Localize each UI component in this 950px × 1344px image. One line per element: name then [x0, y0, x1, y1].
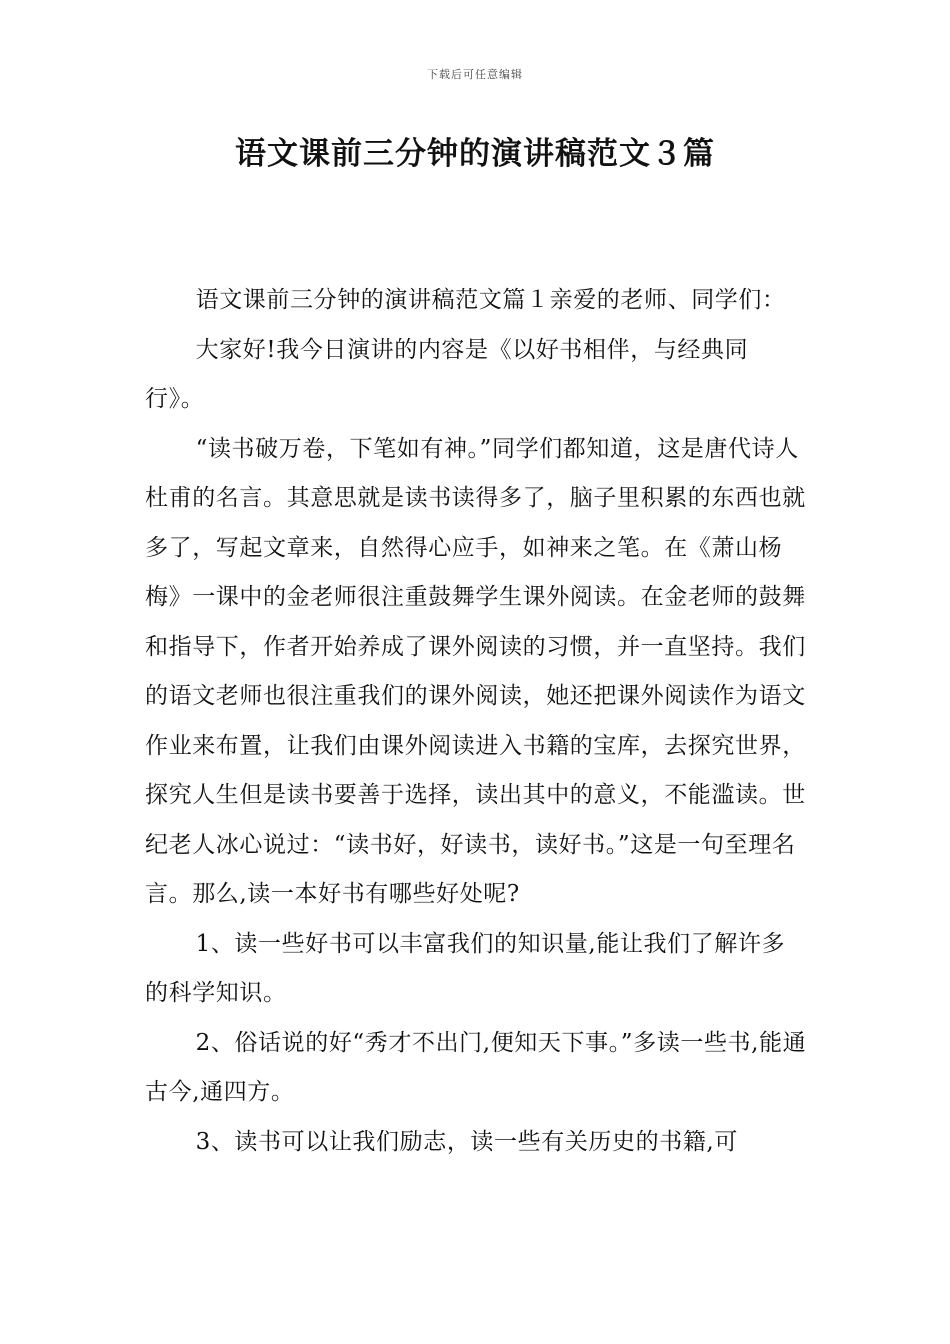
paragraph: “读书破万卷，下笔如有神。”同学们都知道，这是唐代诗人杜甫的名言。其意思就是读书读得多了，脑子里积累的东西也就多了，写起文章来，自然得心应手，如神来之笔。在《萧山杨梅》一课中的金老师很注重鼓舞学生课外阅读。在金老师的鼓舞和指导下，作者开始养成了课外阅读的习惯，并一直坚持。我们的语文老师也很注重我们的课外阅读，她还把课外阅读作为语文作业来布置，让我们由课外阅读进入书籍的宝库，去探究世界，探究人生但是读书要善于选择，读出其中的意义，不能滥读。世纪老人冰心说过：“读书好，好读书，读好书。”这是一句至理名言。那么,读一本好书有哪些好处呢? — [145, 435, 806, 907]
document-body — [145, 276, 807, 1167]
header-note: 下载后可任意编辑 — [427, 68, 523, 81]
paragraph: 语文课前三分钟的演讲稿范文篇１亲爱的老师、同学们： — [195, 287, 786, 313]
paragraph: 1、读一些好书可以丰富我们的知识量,能让我们了解许多的科学知识。 — [145, 930, 786, 1006]
paragraph: 大家好!我今日演讲的内容是《以好书相伴，与经典同行》。 — [145, 336, 749, 412]
document-title: 语文课前三分钟的演讲稿范文３篇 — [235, 136, 715, 172]
paragraph: 3、读书可以让我们励志，读一些有关历史的书籍,可 — [195, 1128, 738, 1155]
paragraph: 2、俗话说的好“秀才不出门,便知天下事。”多读一些书,能通古今,通四方。 — [145, 1029, 807, 1105]
